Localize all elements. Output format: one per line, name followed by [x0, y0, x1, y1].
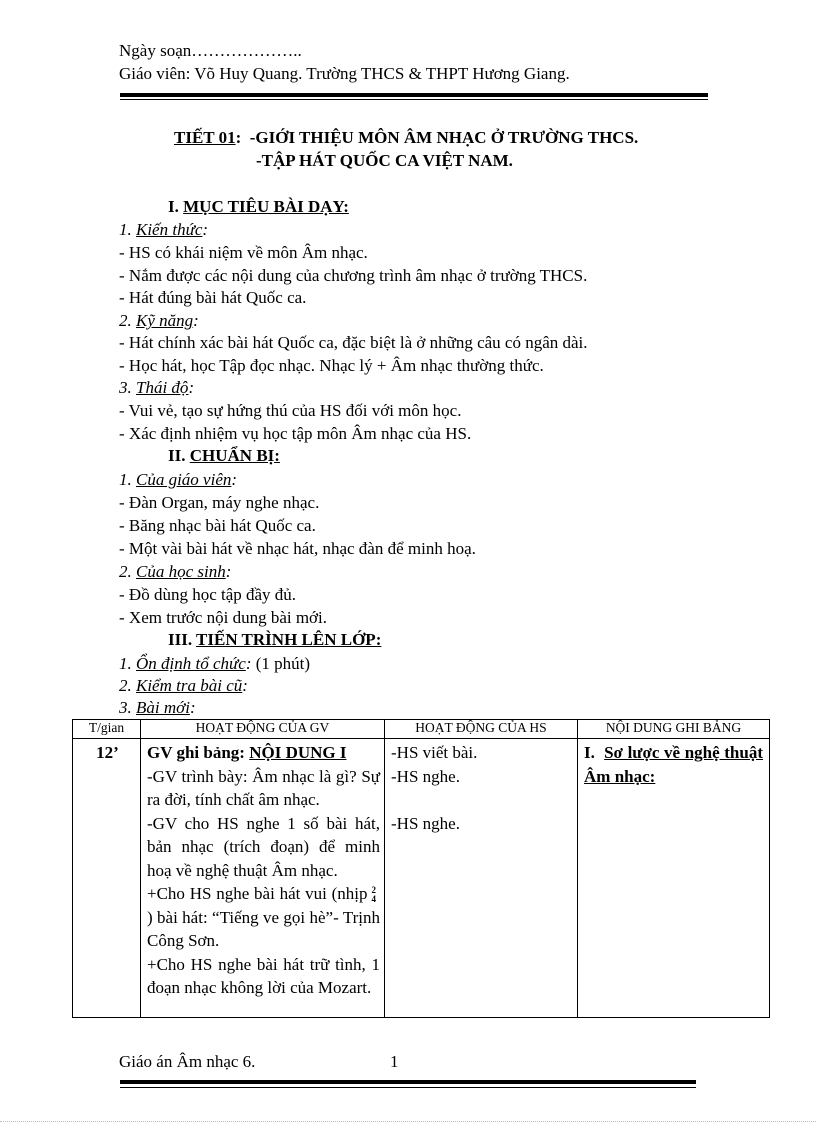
- col-header-content: NỘI DUNG GHI BẢNG: [578, 720, 770, 739]
- date-line: Ngày soạn………………..: [119, 41, 302, 60]
- table-row: [73, 739, 770, 1018]
- section-2-sub-student: 2. Của học sinh:: [119, 562, 232, 581]
- page-edge-divider: [0, 1121, 816, 1122]
- section-3-sub-review: 2. Kiểm tra bài cũ:: [119, 676, 248, 695]
- teacher-line: Giáo viên: Võ Huy Quang. Trường THCS & THPT Hương Giang.: [119, 64, 570, 83]
- section-2-sub-teacher: 1. Của giáo viên:: [119, 470, 238, 489]
- cell-teacher-activity: [141, 739, 385, 1018]
- col-header-student: HOẠT ĐỘNG CỦA HS: [385, 720, 578, 739]
- teacher-paragraph: +Cho HS nghe bài hát vui (nhịp 2 4) bài hát: “Tiếng ve gọi hè”- Trịnh Công Sơn.: [147, 884, 380, 950]
- list-item: - Nắm được các nội dung của chương trình âm nhạc ở trường THCS.: [119, 266, 588, 285]
- time-signature: 2 4: [371, 885, 376, 905]
- list-item: - Hát đúng bài hát Quốc ca.: [119, 288, 307, 307]
- list-item: - Đồ dùng học tập đầy đủ.: [119, 585, 297, 604]
- list-item: - Xác định nhiệm vụ học tập môn Âm nhạc của HS.: [119, 424, 472, 443]
- section-1-sub-attitude: 3. Thái độ:: [119, 378, 195, 397]
- list-item: - Hát chính xác bài hát Quốc ca, đặc biệt là ở những câu có ngân dài.: [119, 333, 588, 352]
- list-item: - HS có khái niệm về môn Âm nhạc.: [119, 243, 368, 262]
- teacher-paragraph: -GV trình bày: Âm nhạc là gì? Sự ra đời, tính chất âm nhạc.: [147, 766, 380, 809]
- footer-rule-thick: [120, 1080, 696, 1084]
- footer-rule-thin: [120, 1087, 696, 1088]
- cell-time: 12’: [73, 739, 141, 1018]
- col-header-teacher: HOẠT ĐỘNG CỦA GV: [141, 720, 385, 739]
- section-1-sub-knowledge: 1. Kiến thức:: [119, 220, 209, 239]
- lesson-title-line1: TIẾT 01: -GIỚI THIỆU MÔN ÂM NHẠC Ở TRƯỜNG THCS.: [174, 128, 639, 147]
- student-item: -HS viết bài.: [391, 743, 478, 762]
- header-rule-thin: [120, 99, 708, 100]
- section-2-heading: II. CHUẨN BỊ:: [168, 446, 280, 465]
- section-1-heading: I. MỤC TIÊU BÀI DẠY:: [168, 197, 349, 216]
- list-item: - Băng nhạc bài hát Quốc ca.: [119, 516, 316, 535]
- lesson-plan-table: [72, 719, 770, 1018]
- list-item: - Vui vẻ, tạo sự hứng thú của HS đối với môn học.: [119, 401, 462, 420]
- teacher-heading: GV ghi bảng: NỘI DUNG I: [147, 743, 347, 762]
- section-3-sub-new-lesson: 3. Bài mới:: [119, 698, 196, 717]
- table-header-row: [73, 720, 770, 739]
- board-content-title: I. Sơ lược về nghệ thuật Âm nhạc:: [584, 743, 764, 786]
- list-item: - Đàn Organ, máy nghe nhạc.: [119, 493, 320, 512]
- cell-student-activity: [385, 739, 578, 1018]
- student-item: -HS nghe.: [391, 766, 460, 786]
- page-number: 1: [390, 1052, 399, 1071]
- teacher-paragraph: -GV cho HS nghe 1 số bài hát, bản nhạc (trích đoạn) để minh hoạ về nghệ thuật Âm nhạc.: [147, 813, 380, 880]
- section-3-sub-stabilize: 1. Ổn định tổ chức: (1 phút): [119, 654, 311, 673]
- section-3-heading: III. TIẾN TRÌNH LÊN LỚP:: [168, 630, 382, 649]
- teacher-paragraph: +Cho HS nghe bài hát trữ tình, 1 đoạn nhạc không lời của Mozart.: [147, 954, 380, 997]
- lesson-label: TIẾT 01: [174, 128, 236, 147]
- list-item: - Xem trước nội dung bài mới.: [119, 608, 328, 627]
- col-header-time: T/gian: [73, 720, 141, 739]
- lesson-title-line2: -TẬP HÁT QUỐC CA VIỆT NAM.: [256, 151, 513, 170]
- list-item: - Học hát, học Tập đọc nhạc. Nhạc lý + Âm nhạc thường thức.: [119, 356, 544, 375]
- list-item: - Một vài bài hát về nhạc hát, nhạc đàn để minh hoạ.: [119, 539, 476, 558]
- student-item: -HS nghe.: [391, 813, 460, 833]
- footer-text: Giáo án Âm nhạc 6.: [119, 1052, 256, 1071]
- lesson-topic-1: -GIỚI THIỆU MÔN ÂM NHẠC Ở TRƯỜNG THCS.: [249, 128, 639, 147]
- header-rule-thick: [120, 93, 708, 97]
- cell-board-content: [578, 739, 770, 1018]
- section-1-sub-skills: 2. Kỹ năng:: [119, 311, 199, 330]
